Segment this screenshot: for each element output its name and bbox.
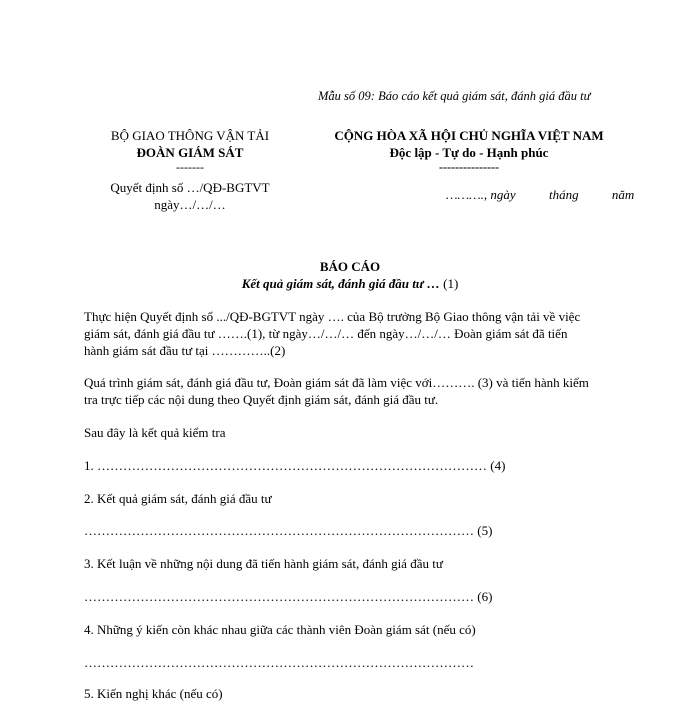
decision-number: Quyết định số …/QĐ-BGTVT: [110, 180, 270, 195]
item-2-title: 2. Kết quả giám sát, đánh giá đầu tư: [84, 491, 272, 506]
item-3-fill: ……………………………………………………………………………… (6): [84, 589, 493, 604]
national-separator: ---------------: [439, 160, 499, 174]
country-name: CỘNG HÒA XÃ HỘI CHỦ NGHĨA VIỆT NAM: [334, 128, 604, 143]
national-motto: Độc lập - Tự do - Hạnh phúc: [389, 145, 549, 160]
report-subtitle-text: Kết quả giám sát, đánh giá đầu tư …: [241, 276, 440, 291]
issuer-separator: -------: [176, 160, 204, 174]
decision-date: ngày…/…/…: [154, 197, 226, 212]
date-place: ………., ngày: [446, 187, 516, 202]
item-5-title: 5. Kiến nghị khác (nếu có): [84, 686, 223, 701]
item-2-fill: ……………………………………………………………………………… (5): [84, 523, 493, 538]
report-subtitle-note: (1): [443, 276, 459, 291]
issuer-header: [84, 127, 296, 213]
paragraph-3: Sau đây là kết quả kiểm tra: [84, 425, 226, 440]
date-year: năm: [611, 187, 635, 202]
date-month: tháng: [548, 187, 579, 202]
item-4-title: 4. Những ý kiến còn khác nhau giữa các thành viên Đoàn giám sát (nếu có): [84, 622, 476, 637]
unit-name: ĐOÀN GIÁM SÁT: [136, 145, 244, 160]
paragraph-1-line-2: giám sát, đánh giá đầu tư …….(1), từ ngày…/…/… đến ngày…/…/… Đoàn giám sát đã tiến: [84, 326, 568, 341]
report-title: BÁO CÁO: [319, 259, 381, 274]
paragraph-1-line-3: hành giám sát đầu tư tại …………..(2): [84, 343, 286, 358]
item-4-fill: ………………………………………………………………………………: [84, 655, 474, 670]
form-code: Mẫu số 09: Báo cáo kết quả giám sát, đánh giá đầu tư: [318, 89, 591, 103]
place-date-line: [446, 187, 634, 203]
paragraph-2-line-2: tra trực tiếp các nội dung theo Quyết định giám sát, đánh giá đầu tư.: [84, 392, 439, 407]
ministry-name: BỘ GIAO THÔNG VẬN TẢI: [110, 128, 270, 143]
report-subtitle: [0, 276, 700, 292]
paragraph-1-line-1: Thực hiện Quyết định số .../QĐ-BGTVT ngày …. của Bộ trưởng Bộ Giao thông vận tải về việc: [84, 309, 581, 324]
item-3-title: 3. Kết luận về những nội dung đã tiến hành giám sát, đánh giá đầu tư: [84, 556, 443, 571]
paragraph-2-line-1: Quá trình giám sát, đánh giá đầu tư, Đoàn giám sát đã làm việc với………. (3) và tiến hành kiểm: [84, 375, 589, 390]
item-1: 1. ……………………………………………………………………………… (4): [84, 458, 506, 473]
national-header: [304, 127, 634, 173]
